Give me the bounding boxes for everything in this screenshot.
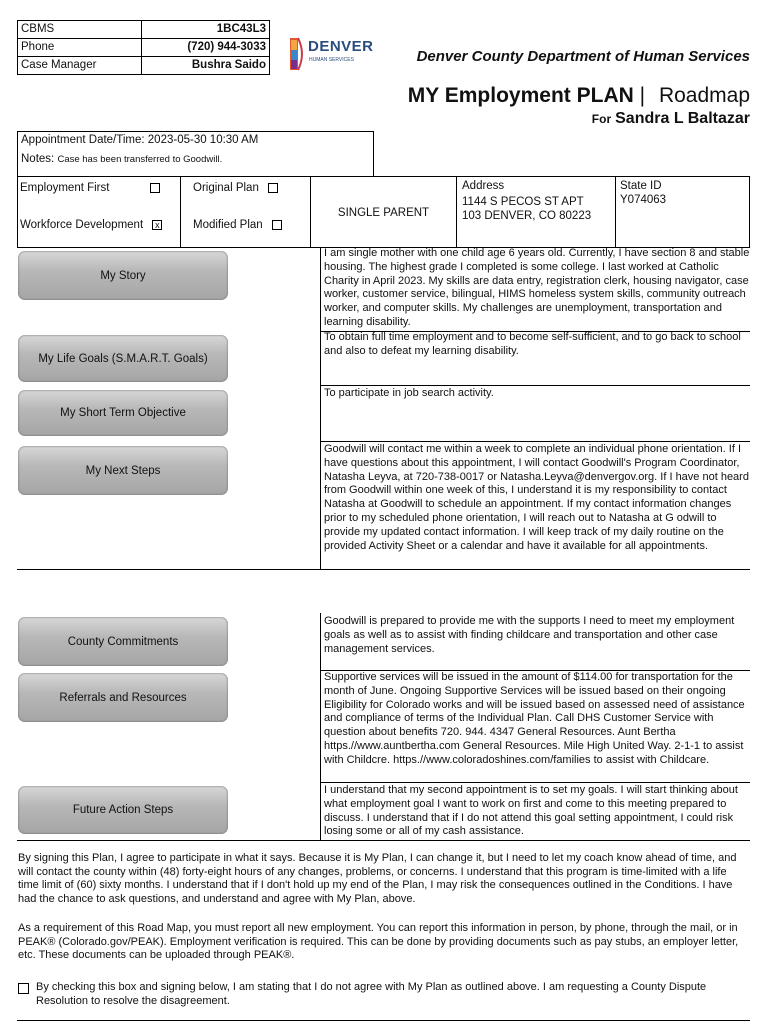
info-label: Phone [18, 39, 142, 57]
grid-line [320, 247, 321, 570]
employment-first-label: Employment First [20, 182, 110, 194]
info-label: Case Manager [18, 57, 142, 75]
my-life-goals-button[interactable]: My Life Goals (S.M.A.R.T. Goals) [18, 335, 228, 382]
for-label: For [591, 112, 612, 126]
case-info-table [17, 20, 270, 75]
state-id-block [620, 179, 746, 207]
plan-title-separator: | [639, 84, 646, 107]
client-line [592, 110, 750, 128]
short-term-objective-text: To participate in job search activity. [324, 387, 494, 399]
state-id-label: State ID [620, 180, 662, 192]
info-row [18, 39, 270, 57]
grid-line [320, 441, 750, 442]
grid-line [320, 782, 750, 783]
denver-logo [288, 36, 374, 72]
grid-line [17, 176, 18, 247]
workforce-development-checkbox[interactable]: x [152, 220, 162, 230]
modified-plan-option[interactable] [193, 218, 282, 232]
grid-line [180, 176, 181, 247]
workforce-development-option[interactable] [20, 218, 162, 232]
county-commitments-text: Goodwill is prepared to provide me with the supports I need to meet my employment goals as well as to assist with finding childcare and transportation and other case management services. [324, 615, 735, 655]
next-steps-button[interactable]: My Next Steps [18, 446, 228, 495]
employment-first-checkbox[interactable] [150, 183, 160, 193]
info-value: Bushra Saido [141, 57, 269, 75]
address-line-2: 103 DENVER, CO 80223 [462, 210, 592, 222]
grid-line [320, 613, 321, 840]
address-line-1: 1144 S PECOS ST APT [462, 196, 584, 208]
employment-report-paragraph: As a requirement of this Road Map, you must report all new employment. You can report this information in person, by phone, through the mail, or in PEAK® (Colorado.gov/PEAK). Employment verification is required. This can be done by providing documents such as pay stubs, an employer letter, etc. These documents can be uploaded through PEAK®. [18, 922, 739, 962]
next-steps-text: Goodwill will contact me within a week to complete an individual phone orientation. If I have questions about this appointment, I will contact Goodwill's Program Coordinator, Natasha Leyva, at 720-738-0017 or Natasha.Leyva@denvergov.org. If I have not heard from Goodwill within one week of this, I understand it is my responsibility to contact Natasha at Goodwill to schedule an appointment. If my contact information changes prior to my scheduled phone orientation, I will reach out to Natasha at G odwill to provide my updated contact information. I will keep track of my daily routine on the provided Activity Sheet or a calendar and have it available for all appointments. [324, 443, 749, 552]
referrals-resources-button[interactable]: Referrals and Resources [18, 673, 228, 722]
logo-text: DENVER [308, 38, 374, 55]
grid-line [17, 569, 750, 570]
employment-first-option[interactable] [20, 181, 109, 195]
info-row [18, 57, 270, 75]
county-commitments-button[interactable]: County Commitments [18, 617, 228, 666]
grid-line [456, 176, 457, 247]
dispute-checkbox[interactable] [18, 983, 29, 994]
workforce-development-label: Workforce Development [20, 219, 144, 231]
notes-value: Case has been transferred to Goodwill. [57, 154, 223, 165]
notes-label: Notes: [21, 153, 55, 165]
appointment-value: 2023-05-30 10:30 AM [147, 134, 259, 146]
plan-title-sub: Roadmap [658, 84, 750, 107]
state-id-value: Y074063 [620, 194, 667, 206]
grid-line [615, 176, 616, 247]
notes-line [21, 152, 370, 167]
appointment-line [21, 133, 370, 147]
address-block [462, 179, 612, 223]
future-action-steps-button[interactable]: Future Action Steps [18, 786, 228, 834]
future-action-steps-text: I understand that my second appointment is to set my goals. I will start thinking about what employment goal I want to work on first and come to this meeting prepared to discuss. I understand that if I do not attend this goal setting appointment, I could risk losing some or all of my cash assistance. [324, 784, 738, 838]
dispute-text: By checking this box and signing below, I am stating that I do not agree with My Plan as outlined above. I am requesting a County Dispute Resolution to resolve the disagreement. [36, 981, 707, 1007]
short-term-objective-button[interactable]: My Short Term Objective [18, 390, 228, 436]
original-plan-option[interactable] [193, 181, 278, 195]
plan-title [408, 84, 750, 108]
household-type: SINGLE PARENT [337, 207, 430, 219]
logo-subtext: HUMAN SERVICES [309, 57, 354, 63]
info-value: 1BC43L3 [141, 21, 269, 39]
original-plan-checkbox[interactable] [268, 183, 278, 193]
my-life-goals-text: To obtain full time employment and to become self-sufficient, and to go back to school and also to defeat my learning disability. [324, 331, 741, 357]
signature-line [17, 1020, 750, 1021]
address-label: Address [462, 180, 505, 192]
client-name: Sandra L Baltazar [615, 110, 750, 127]
grid-line [320, 385, 750, 386]
modified-plan-label: Modified Plan [193, 219, 263, 231]
my-story-text: I am single mother with one child age 6 years old. Currently, I have section 8 and stable housing. The highest grade I completed is some college. I last worked at Catholic Charity in April 2023. My skills are data entry, registration clerk, housing navigator, case worker, customer service, bilingual, HIMS homeless system skills, community outreach worker, and computer skills. My challenges are unemployment, transportation and learning disability. [324, 247, 750, 328]
grid-line [17, 176, 750, 177]
referrals-resources-text: Supportive services will be issued in the amount of $114.00 for transportation for the month of June. Ongoing Supportive Services will be issued based on their ongoing Eligibility for Colorado works and will be issued based on assessed need of assistance and compliance of terms of the Individual Plan. Call DHS Customer Service with question about benefits 720. 944. 4347 General Resources. Aunt Bertha https.//www.auntbertha.com General Resources. Mile High United Way. 2-1-1 to assist with Childcre. https.//www.coloradoshines.com/families to assist with Childcare. [324, 671, 745, 766]
my-story-button[interactable]: My Story [18, 251, 228, 300]
appointment-label: Appointment Date/Time: [21, 134, 145, 146]
original-plan-label: Original Plan [193, 182, 259, 194]
plan-title-main: MY Employment PLAN [407, 84, 634, 107]
info-label: CBMS [18, 21, 142, 39]
info-row [18, 21, 270, 39]
appointment-box [17, 131, 374, 176]
grid-line [17, 840, 750, 841]
info-value: (720) 944-3033 [141, 39, 269, 57]
agreement-paragraph: By signing this Plan, I agree to participate in what it says. Because it is My Plan, I can change it, but I need to let my coach know ahead of time, and will contact the county within (48) forty-eight hours of any changes, problems, or concerns. I understand that this program is time-limited with a life time limit of (60) sixty months. I understand that if I don't hold up my end of the Plan, I may risk the consequences outlined in the Conditions. I have had the chance to ask questions, and understand and agree with My Plan, above. [18, 852, 737, 905]
department-name: Denver County Department of Human Services [416, 48, 750, 65]
grid-line [749, 176, 750, 247]
modified-plan-checkbox[interactable] [272, 220, 282, 230]
